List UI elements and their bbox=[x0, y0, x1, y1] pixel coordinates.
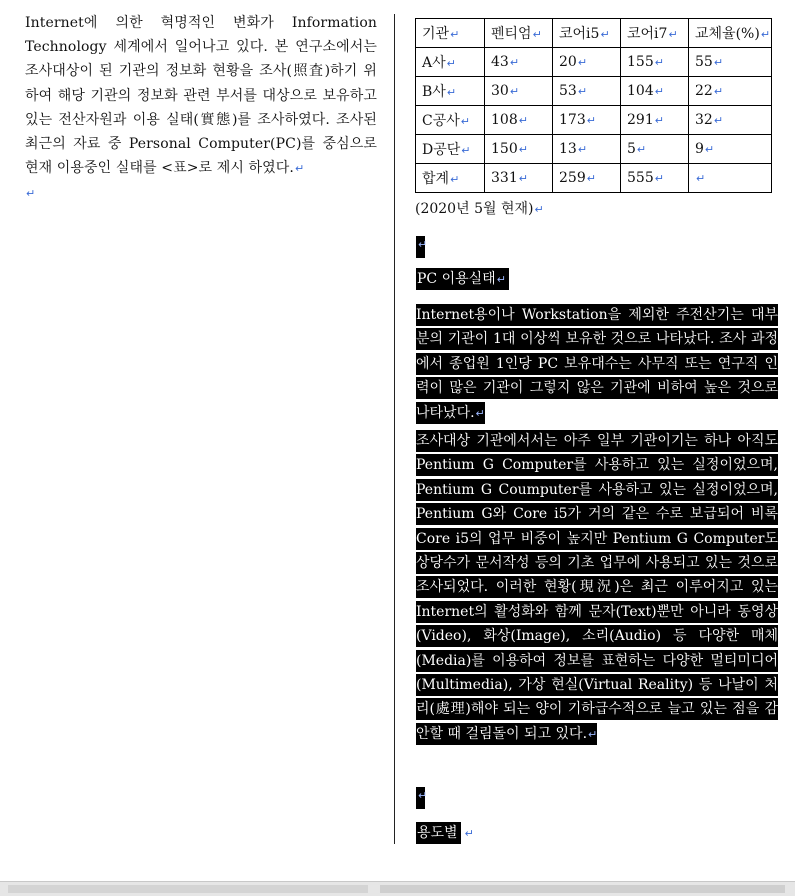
cell-mark-icon: ↵ bbox=[713, 56, 724, 69]
cell-mark-icon: ↵ bbox=[450, 28, 460, 41]
cell-mark-icon: ↵ bbox=[654, 114, 664, 127]
table-cell-text: 108 bbox=[491, 112, 518, 128]
table-cell[interactable] bbox=[416, 164, 485, 193]
left-column bbox=[25, 11, 377, 203]
table-cell[interactable] bbox=[553, 106, 621, 135]
table-header-cell[interactable] bbox=[485, 19, 553, 48]
table-cell[interactable] bbox=[485, 48, 553, 77]
cell-mark-icon: ↵ bbox=[446, 86, 457, 99]
cell-mark-icon: ↵ bbox=[446, 57, 456, 70]
selected-empty-line-2[interactable] bbox=[416, 787, 778, 809]
column-divider bbox=[394, 14, 395, 844]
table-cell[interactable] bbox=[621, 135, 689, 164]
horizontal-scrollbar[interactable] bbox=[0, 881, 795, 896]
pc-usage-table[interactable] bbox=[415, 18, 772, 193]
cell-mark-icon: ↵ bbox=[696, 172, 706, 185]
table-cell-text: 173 bbox=[559, 112, 586, 128]
table-cell-text: 104 bbox=[627, 83, 654, 99]
table-cell-text: 291 bbox=[627, 112, 654, 128]
cell-mark-icon: ↵ bbox=[760, 28, 771, 41]
paragraph-1-content: Internet용이나 Workstation을 제외한 주전산기는 대부분의 기관이 1대 이상씩 보유한 것으로 나타났다. 조사 과정에서 종업원 1인당 PC 보유대수는 사무직 또는 연구직 인력이 많은 기관이 그렇지 않은 기관에 비하여 높은 것으로 나타났다. bbox=[416, 307, 778, 421]
cell-mark-icon: ↵ bbox=[654, 56, 664, 69]
cell-mark-icon: ↵ bbox=[509, 85, 520, 98]
paragraph-2-text bbox=[416, 430, 778, 745]
cell-mark-icon: ↵ bbox=[577, 56, 588, 69]
table-cell[interactable] bbox=[485, 106, 553, 135]
table-cell-text: 펜티엄 bbox=[491, 26, 532, 42]
section-heading-text: PC 이용실태 bbox=[417, 271, 496, 287]
table-cell[interactable] bbox=[621, 48, 689, 77]
paragraph-mark-icon: ↵ bbox=[464, 827, 474, 840]
cell-mark-icon: ↵ bbox=[713, 114, 724, 127]
table-cell[interactable] bbox=[553, 135, 621, 164]
table-cell[interactable] bbox=[689, 77, 772, 106]
cell-mark-icon: ↵ bbox=[450, 173, 460, 186]
cell-mark-icon: ↵ bbox=[586, 114, 596, 127]
table-cell-text: 20 bbox=[559, 54, 577, 70]
cell-mark-icon: ↵ bbox=[460, 115, 470, 128]
table-cell-text: 코어i7 bbox=[627, 26, 668, 42]
scrollbar-track-left bbox=[8, 885, 368, 893]
table-cell[interactable] bbox=[485, 135, 553, 164]
table-cell[interactable] bbox=[553, 77, 621, 106]
table-cell-text: 합계 bbox=[422, 171, 450, 187]
scrollbar-thumb[interactable] bbox=[380, 885, 785, 893]
paragraph-mark-icon: ↵ bbox=[475, 406, 485, 420]
cell-mark-icon: ↵ bbox=[532, 28, 542, 41]
cell-mark-icon: ↵ bbox=[518, 114, 528, 127]
table-caption[interactable] bbox=[415, 198, 544, 221]
table-cell[interactable] bbox=[621, 77, 689, 106]
cell-mark-icon: ↵ bbox=[654, 172, 664, 185]
table-cell-text: 55 bbox=[695, 54, 713, 70]
table-cell-text: C공사 bbox=[422, 113, 460, 129]
table-cell-text: 22 bbox=[695, 83, 713, 99]
right-column bbox=[415, 18, 777, 193]
cell-mark-icon: ↵ bbox=[713, 85, 724, 98]
paragraph-1-text bbox=[416, 304, 778, 424]
selected-paragraph-2[interactable] bbox=[416, 429, 778, 747]
table-header-cell[interactable] bbox=[553, 19, 621, 48]
intro-paragraph-text: Internet에 의한 혁명적인 변화가 Information Technology 세계에서 일어나고 있다. 본 연구소에서는 조사대상이 된 기관의 정보화 현황을 조사(照査)하기 위하여 해당 기관의 정보화 관련 부서를 대상으로 보유하고 있는 전산자원과 이용 실태(實態)를 조사하였다. 조사된 최근의 자료 중 Personal Computer(PC)를 중심으로 현재 이용중인 실태를 <표>로 제시 하였다. bbox=[25, 15, 377, 177]
table-cell-text: 32 bbox=[695, 112, 713, 128]
table-cell[interactable] bbox=[416, 77, 485, 106]
cell-mark-icon: ↵ bbox=[509, 56, 520, 69]
table-cell-text: 555 bbox=[627, 170, 654, 186]
table-header-cell[interactable] bbox=[689, 19, 772, 48]
last-line-highlight bbox=[416, 822, 461, 844]
cell-mark-icon: ↵ bbox=[577, 85, 588, 98]
table-cell-text: 9 bbox=[695, 141, 704, 157]
paragraph-mark-icon: ↵ bbox=[294, 162, 305, 176]
table-cell-text: 53 bbox=[559, 83, 577, 99]
table-cell-text: B사 bbox=[422, 84, 446, 100]
table-header-row bbox=[416, 19, 772, 48]
table-cell[interactable] bbox=[621, 164, 689, 193]
table-header-cell[interactable] bbox=[621, 19, 689, 48]
table-row bbox=[416, 164, 772, 193]
table-cell[interactable] bbox=[689, 164, 772, 193]
cell-mark-icon: ↵ bbox=[600, 28, 610, 41]
table-cell-text: 155 bbox=[627, 54, 654, 70]
paragraph-2-content: 조사대상 기관에서서는 아주 일부 기관이기는 하나 아직도 Pentium G Computer를 사용하고 있는 실정이었으며, Pentium G Coumputer를 사용하고 있는 실정이었으며, Pentium G와 Core i5가 거의 같은 수로 보급되어 비록 Core i5의 업무 비중이 높지만 Pentium G Computer도 상당수가 문서작성 등의 기초 업무에 사용되고 있는 것으로 조사되었다. 이러한 현황(現況)은 최근 이루어지고 있는 Internet의 활성화와 함께 문자(Text)뿐만 아니라 동영상(Video), 화상(Image), 소리(Audio) 등 다양한 매체(Media)를 이용하여 정보를 표현하는 다양한 멀티미디어(Multimedia), 가상 현실(Virtual Reality) 등 나날이 처리(處理)해야 되는 양이 기하급수적으로 늘고 있는 점을 감안할 때 걸림돌이 되고 있다. bbox=[416, 433, 778, 742]
intro-paragraph[interactable] bbox=[25, 11, 377, 181]
table-cell-text: 259 bbox=[559, 170, 586, 186]
table-cell[interactable] bbox=[553, 48, 621, 77]
table-cell[interactable] bbox=[689, 106, 772, 135]
paragraph-mark-icon: ↵ bbox=[534, 203, 544, 216]
cell-mark-icon: ↵ bbox=[636, 143, 647, 156]
table-row bbox=[416, 135, 772, 164]
selected-heading[interactable] bbox=[416, 268, 778, 290]
paragraph-mark-icon: ↵ bbox=[496, 273, 506, 286]
last-line-text: 용도별 bbox=[417, 825, 458, 841]
paragraph-mark-icon: ↵ bbox=[418, 789, 428, 802]
cell-mark-icon: ↵ bbox=[668, 28, 678, 41]
table-cell[interactable] bbox=[416, 48, 485, 77]
table-cell-text: 13 bbox=[559, 141, 577, 157]
cell-mark-icon: ↵ bbox=[518, 172, 528, 185]
table-row bbox=[416, 106, 772, 135]
empty-paragraph[interactable] bbox=[25, 181, 377, 203]
table-cell-text: 331 bbox=[491, 170, 518, 186]
table-cell-text: 5 bbox=[627, 141, 636, 157]
selection-highlight bbox=[416, 236, 428, 258]
table-cell[interactable] bbox=[485, 164, 553, 193]
paragraph-mark-icon: ↵ bbox=[26, 187, 36, 201]
selection-highlight bbox=[416, 787, 428, 809]
cell-mark-icon: ↵ bbox=[577, 143, 588, 156]
table-cell[interactable] bbox=[689, 48, 772, 77]
table-row bbox=[416, 77, 772, 106]
table-cell-text: 43 bbox=[491, 54, 509, 70]
table-cell[interactable] bbox=[416, 135, 485, 164]
table-cell-text: 기관 bbox=[422, 26, 450, 42]
table-cell[interactable] bbox=[553, 164, 621, 193]
cell-mark-icon: ↵ bbox=[518, 143, 528, 156]
table-cell-text: D공단 bbox=[422, 142, 461, 158]
cell-mark-icon: ↵ bbox=[704, 143, 715, 156]
table-row bbox=[416, 48, 772, 77]
table-cell-text: 150 bbox=[491, 141, 518, 157]
table-cell-text: A사 bbox=[422, 55, 446, 71]
table-cell[interactable] bbox=[621, 106, 689, 135]
table-cell[interactable] bbox=[689, 135, 772, 164]
table-cell-text: 교체율(%) bbox=[695, 26, 760, 42]
section-heading bbox=[416, 268, 509, 290]
table-cell-text: 코어i5 bbox=[559, 26, 600, 42]
paragraph-mark-icon: ↵ bbox=[588, 727, 598, 741]
table-cell[interactable] bbox=[416, 106, 485, 135]
paragraph-mark-icon: ↵ bbox=[418, 238, 428, 251]
table-header-cell[interactable] bbox=[416, 19, 485, 48]
selected-empty-line-1[interactable] bbox=[416, 236, 778, 258]
cell-mark-icon: ↵ bbox=[461, 144, 471, 157]
selected-paragraph-1[interactable] bbox=[416, 303, 778, 426]
table-cell-text: 30 bbox=[491, 83, 509, 99]
table-cell[interactable] bbox=[485, 77, 553, 106]
cell-mark-icon: ↵ bbox=[654, 85, 664, 98]
selected-last-line[interactable] bbox=[416, 822, 778, 844]
cell-mark-icon: ↵ bbox=[586, 172, 596, 185]
table-caption-text: (2020년 5월 현재) bbox=[415, 201, 534, 217]
